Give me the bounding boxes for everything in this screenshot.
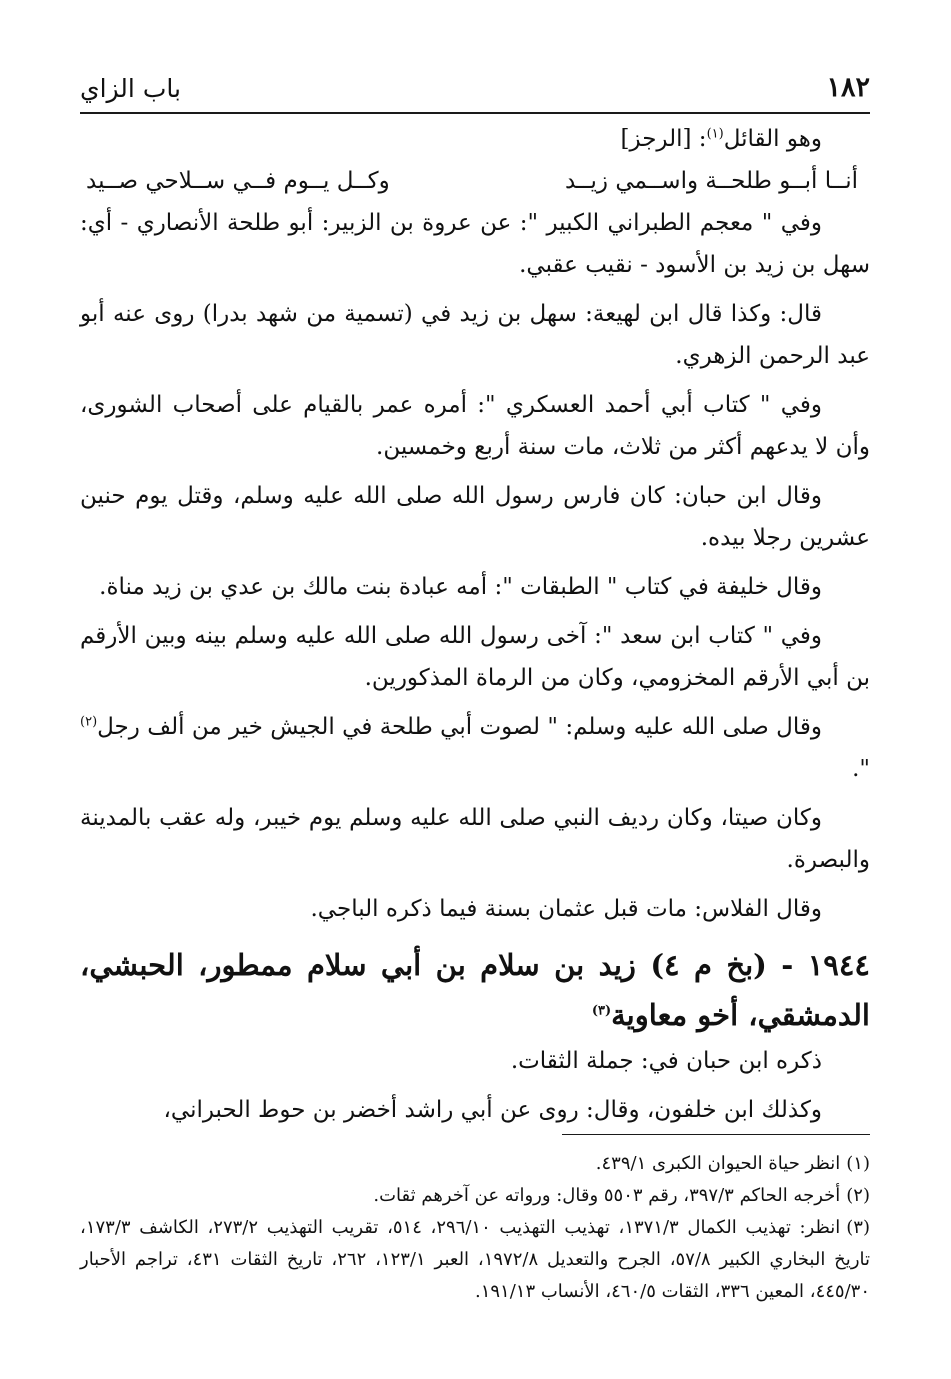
poem-verse	[80, 160, 870, 202]
hadith-text: وقال صلى الله عليه وسلم: " لصوت أبي طلحة في الجيش خير من ألف رجل	[97, 714, 822, 740]
paragraph-thiqat: ذكره ابن حبان في: جملة الثقات.	[510, 1048, 822, 1074]
paragraph-ibn-khalfun: وكذلك ابن خلفون، وقال: روى عن أبي راشد أخضر بن حوط الحبراني،	[163, 1097, 822, 1123]
footnote-ref-2[interactable]: (٢)	[80, 714, 98, 730]
running-title: باب الزاي	[80, 74, 181, 103]
page-header	[80, 66, 870, 114]
footnote-1	[80, 1148, 870, 1180]
footnotes	[80, 1148, 870, 1308]
footnote-text: انظر حياة الحيوان الكبرى ٤٣٩/١.	[595, 1153, 841, 1174]
paragraph-khalifa: وقال خليفة في كتاب " الطبقات ": أمه عبادة بنت مالك بن عدي بن زيد مناة.	[99, 574, 822, 600]
verse-intro	[80, 118, 870, 160]
poem-hemistich-second: وكــل يــوم فــي ســلاحي صــيد	[86, 168, 390, 194]
footnote-number: (١)	[846, 1153, 870, 1174]
paragraph-ibn-hibban: وقال ابن حبان: كان فارس رسول الله صلى الله عليه وسلم، وقتل يوم حنين عشرين رجلا بيده.	[80, 483, 870, 551]
paragraph-ibn-lahia: قال: وكذا قال ابن لهيعة: سهل بن زيد في (تسمية من شهد بدرا) روى عنه أبو عبد الرحمن الزهري.	[80, 301, 870, 369]
footnote-text: أخرجه الحاكم ٣٩٧/٣، رقم ٥٥٠٣ وقال: ورواته عن آخرهم ثقات.	[373, 1185, 841, 1206]
footnote-text: انظر: تهذيب الكمال ١٣٧١/٣، تهذيب التهذيب ٢٩٦/١٠، ٥١٤، تقريب التهذيب ٢٧٣/٢، الكاشف ١٧٣/٣، تاريخ البخاري الكبير ٥٧/٨، الجرح والتعديل ١٩٧٢/٨، العبر ١٢٣/١، ٢٦٢، تاريخ الثقات ٤٣١، تراجم الأحبار ٤٤٥/٣٠، المعين ٣٣٦، الثقات ٤٦٠/٥، الأنساب ١٩١/١٣.	[80, 1217, 871, 1302]
footnote-ref-1[interactable]: (١)	[706, 126, 724, 142]
paragraph-hadith	[80, 706, 870, 790]
footnote-divider	[562, 1134, 870, 1135]
footnote-number: (٢)	[846, 1185, 870, 1206]
verse-intro-text: وهو القائل	[723, 126, 822, 152]
page-number: ١٨٢	[826, 72, 870, 103]
footnote-ref-3[interactable]: (٣)	[591, 1003, 612, 1019]
paragraph-ibn-saad: وفي " كتاب ابن سعد ": آخى رسول الله صلى الله عليه وسلم بينه وبين الأرقم بن أبي الأرقم المخزومي، وكان من الرماة المذكورين.	[80, 623, 870, 691]
paragraph-khaybar: وكان صيتا، وكان رديف النبي صلى الله عليه وسلم يوم خيبر، وله عقب بالمدينة والبصرة.	[80, 805, 870, 873]
footnote-3	[80, 1212, 870, 1308]
footnote-2	[80, 1180, 870, 1212]
verse-meter: : [الرجز]	[620, 126, 707, 152]
paragraph-askari: وفي " كتاب أبي أحمد العسكري ": أمره عمر بالقيام على أصحاب الشورى، وأن لا يدعهم أكثر من ثلاث، مات سنة أربع وخمسين.	[80, 392, 870, 460]
main-text	[80, 118, 870, 1131]
footnote-number: (٣)	[846, 1217, 870, 1238]
entry-heading	[80, 940, 870, 1040]
paragraph-fallas: وقال الفلاس: مات قبل عثمان بسنة فيما ذكره الباجي.	[310, 896, 822, 922]
paragraph-tabarani: وفي " معجم الطبراني الكبير ": عن عروة بن الزبير: أبو طلحة الأنصاري - أي: سهل بن زيد بن الأسود - نقيب عقبي.	[80, 210, 870, 278]
entry-heading-text: ١٩٤٤ - (بخ م ٤) زيد بن سلام بن أبي سلام ممطور، الحبشي، الدمشقي، أخو معاوية	[80, 948, 870, 1032]
hadith-close: ".	[852, 756, 870, 782]
poem-hemistich-first: أنــا أبــو طلحــة واســمي زيــد	[564, 168, 858, 194]
